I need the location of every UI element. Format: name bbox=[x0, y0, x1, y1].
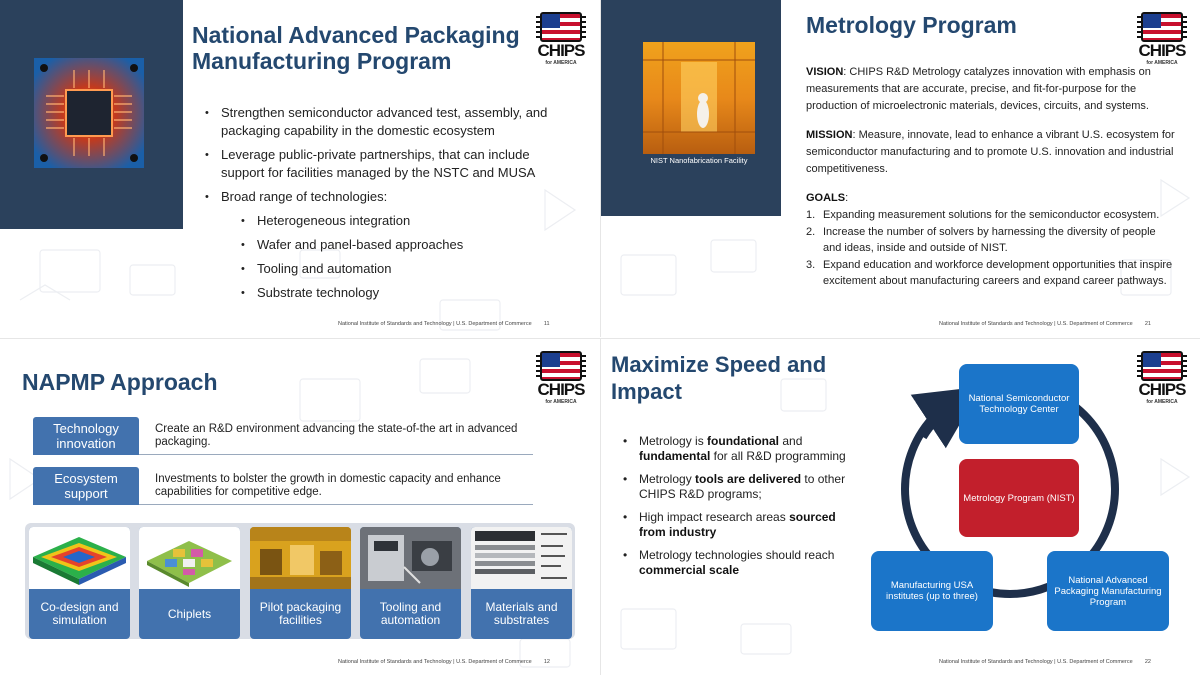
slide-title: Metrology Program bbox=[806, 12, 1017, 38]
list-subitem: • Tooling and automation bbox=[205, 260, 575, 278]
program-description bbox=[806, 64, 1176, 290]
photo-caption: NIST Nanofabrication Facility bbox=[650, 156, 748, 165]
chips-logo: CHIPS for AMERICA bbox=[536, 12, 586, 70]
slide-maximize-speed bbox=[600, 338, 1200, 675]
chips-logo: CHIPS for AMERICA bbox=[1137, 12, 1187, 70]
card-pilot-packaging bbox=[250, 527, 351, 639]
card-label: Chiplets bbox=[167, 606, 212, 621]
bullet-list bbox=[205, 104, 575, 308]
approach-description: Create an R&D environment advancing the state-of-the art in advanced packaging. bbox=[155, 423, 518, 448]
page-number: 22 bbox=[1144, 659, 1151, 665]
slide-footer: National Institute of Standards and Technology | U.S. Department of Commerce 12 bbox=[338, 659, 550, 665]
slide-napmp bbox=[0, 0, 600, 337]
list-subitem: • Wafer and panel-based approaches bbox=[205, 236, 575, 254]
list-item: • Metrology is foundational and fundamental for all R&D programming bbox=[623, 434, 853, 464]
facility-image bbox=[250, 527, 351, 589]
page-number: 11 bbox=[543, 321, 550, 327]
list-item: • High impact research areas sourced from industry bbox=[623, 510, 853, 540]
approach-description: Investments to bolster the growth in domestic capacity and enhance capabilities for competitive edge. bbox=[155, 473, 501, 498]
list-item: • Metrology technologies should reach commercial scale bbox=[623, 548, 853, 578]
card-chiplets bbox=[139, 527, 240, 639]
slide-title: NAPMP Approach bbox=[22, 369, 218, 395]
card-label: Materials and substrates bbox=[485, 600, 558, 627]
approach-tag: Technology innovation bbox=[33, 417, 139, 455]
substrate-image bbox=[471, 527, 572, 589]
card-tooling bbox=[360, 527, 461, 639]
box-metrology-program: Metrology Program (NIST) bbox=[959, 459, 1079, 537]
box-manufacturing-usa: Manufacturing USA institutes (up to three) bbox=[871, 551, 993, 631]
box-napmp: National Advanced Packaging Manufacturing Program bbox=[1047, 551, 1169, 631]
slide-footer: National Institute of Standards and Technology | U.S. Department of Commerce 21 bbox=[939, 321, 1151, 327]
slide-title: Maximize Speed and Impact bbox=[611, 352, 827, 404]
list-item: • Broad range of technologies: bbox=[205, 188, 575, 206]
slide-footer: National Institute of Standards and Technology | U.S. Department of Commerce 11 bbox=[338, 321, 550, 327]
chips-logo: CHIPS for AMERICA bbox=[536, 351, 586, 409]
tooling-image bbox=[360, 527, 461, 589]
list-subitem: • Heterogeneous integration bbox=[205, 212, 575, 230]
list-item: • Leverage public-private partnerships, that can include support for facilities managed by the NSTC and MUSA bbox=[205, 146, 575, 182]
list-item: • Strengthen semiconductor advanced test, assembly, and packaging capability in the domestic ecosystem bbox=[205, 104, 575, 140]
mission-paragraph: MISSION: Measure, innovate, lead to enhance a vibrant U.S. ecosystem for semiconductor manufacturing and to promote U.S. innovation and industrial competitiveness. bbox=[806, 129, 1175, 175]
slide-metrology-program bbox=[600, 0, 1200, 337]
cycle-diagram bbox=[863, 359, 1183, 639]
card-co-design bbox=[29, 527, 130, 639]
approach-tag: Ecosystem support bbox=[33, 467, 139, 505]
goal-item: 3. Expand education and workforce development opportunities that inspire excitement about manufacturing careers and expand career pathways. bbox=[806, 259, 1173, 287]
slide-footer: National Institute of Standards and Technology | U.S. Department of Commerce 22 bbox=[939, 659, 1151, 665]
card-materials bbox=[471, 527, 572, 639]
list-item: • Metrology tools are delivered to other CHIPS R&D programs; bbox=[623, 472, 853, 502]
goals-list bbox=[806, 207, 1176, 289]
card-label: Tooling and automation bbox=[379, 600, 442, 627]
list-subitem: • Substrate technology bbox=[205, 284, 575, 302]
slide-title: National Advanced Packaging Manufacturing Program bbox=[192, 22, 520, 74]
vision-paragraph: VISION: CHIPS R&D Metrology catalyzes innovation with emphasis on measurements that are accurate, precise, and fit-for-purpose for the production of microelectronic materials, devices, circuits, and systems. bbox=[806, 66, 1151, 112]
card-label: Co-design and simulation bbox=[40, 600, 119, 627]
chips-logo: CHIPS for AMERICA bbox=[1137, 351, 1187, 409]
goal-item: 1. Expanding measurement solutions for the semiconductor ecosystem. bbox=[806, 209, 1160, 221]
bullet-list bbox=[623, 434, 853, 586]
goals-heading: GOALS: bbox=[806, 192, 849, 204]
slide-napmp-approach bbox=[0, 338, 600, 675]
approach-row-ecosystem bbox=[33, 467, 533, 505]
page-number: 21 bbox=[1144, 321, 1151, 327]
goal-item: 2. Increase the number of solvers by harnessing the diversity of people and ideas, inside and outside of NIST. bbox=[806, 226, 1156, 254]
chip-image bbox=[34, 58, 144, 168]
approach-row-technology bbox=[33, 417, 533, 455]
simulation-image bbox=[29, 527, 130, 589]
page-number: 12 bbox=[543, 659, 550, 665]
chiplets-image bbox=[139, 527, 240, 589]
card-label: Pilot packaging facilities bbox=[259, 600, 342, 627]
box-nstc: National Semiconductor Technology Center bbox=[959, 364, 1079, 444]
cleanroom-photo bbox=[643, 42, 755, 154]
